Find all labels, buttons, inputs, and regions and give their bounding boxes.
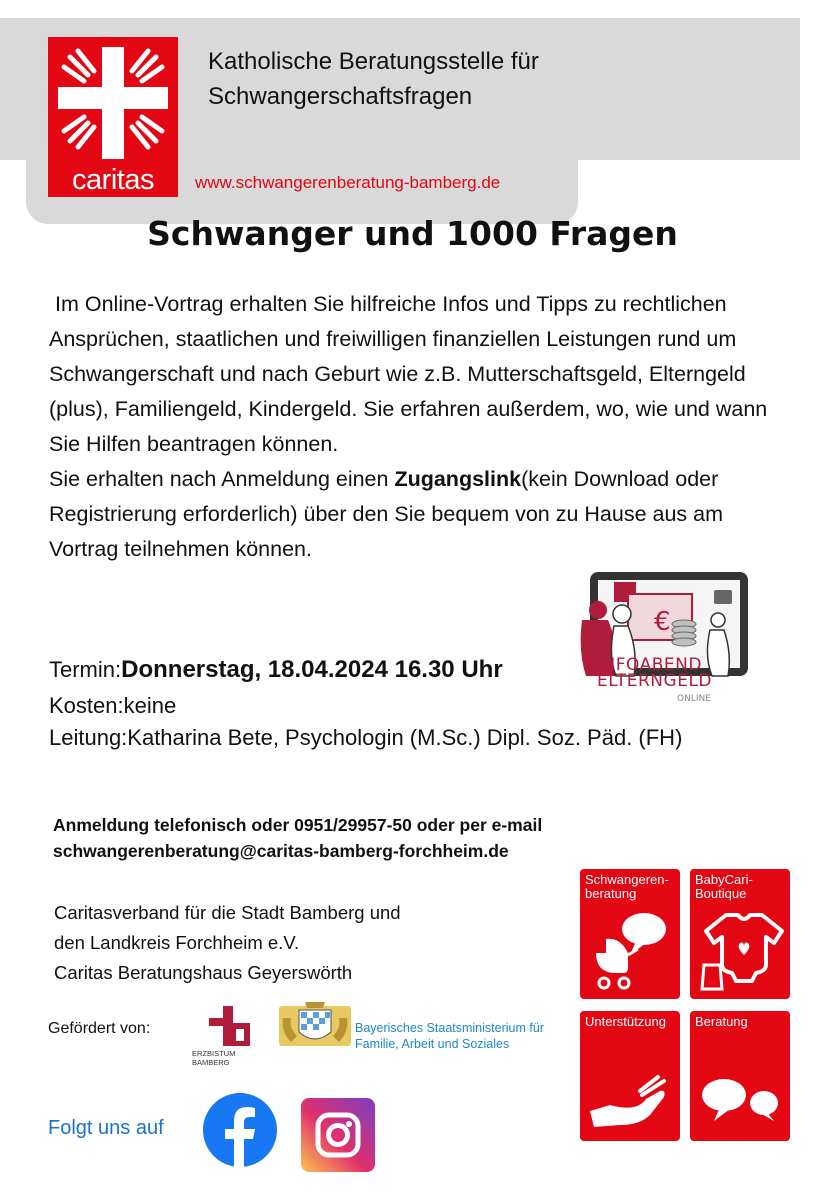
erzbistum-line2: BAMBERG bbox=[192, 1058, 230, 1067]
access-link-label: Zugangslink bbox=[394, 467, 522, 491]
website-link[interactable]: www.schwangerenberatung-bamberg.de bbox=[195, 173, 501, 192]
erzbistum-logo-icon bbox=[205, 1006, 251, 1046]
page-title: Schwanger und 1000 Fragen bbox=[147, 214, 678, 253]
org-title-line1: Katholische Beratungsstelle für bbox=[208, 48, 539, 75]
social-label: Folgt uns auf bbox=[48, 1117, 164, 1139]
address-line1: Caritasverband für die Stadt Bamberg und bbox=[54, 902, 401, 923]
tile-label bbox=[585, 873, 669, 901]
event-host: Leitung:Katharina Bete, Psychologin (M.Sc.) Dipl. Soz. Päd. (FH) bbox=[49, 725, 683, 750]
address-line2: den Landkreis Forchheim e.V. bbox=[54, 932, 300, 953]
description bbox=[49, 287, 789, 567]
ministry-line2: Familie, Arbeit und Soziales bbox=[355, 1037, 510, 1051]
infoabend-online: ONLINE bbox=[677, 694, 711, 704]
infoabend-line2: ELTERNGELD bbox=[597, 671, 713, 691]
ministry-name bbox=[355, 1020, 544, 1052]
termin-label: Termin: bbox=[49, 657, 122, 682]
tile-label-line2: Boutique bbox=[695, 886, 747, 901]
tile-unterstuetzung[interactable] bbox=[580, 1011, 680, 1141]
address-line3: Caritas Beratungshaus Geyerswörth bbox=[54, 962, 353, 983]
termin-value: Donnerstag, 18.04.2024 16.30 Uhr bbox=[121, 656, 503, 683]
caritas-logo bbox=[48, 37, 178, 197]
organization-title bbox=[208, 44, 539, 114]
tile-beratung[interactable] bbox=[690, 1011, 790, 1141]
registration-info bbox=[53, 812, 542, 864]
event-date bbox=[49, 656, 503, 684]
erzbistum-line1: ERZBISTUM bbox=[192, 1049, 236, 1058]
tile-label-line1: Beratung bbox=[695, 1014, 748, 1029]
hand-icon bbox=[580, 1011, 680, 1141]
infoabend-title bbox=[597, 657, 712, 689]
tile-label-line1: Schwangeren- bbox=[585, 872, 669, 887]
tile-label bbox=[585, 1015, 666, 1029]
euro-sign: € bbox=[654, 607, 671, 637]
caritas-wordmark: caritas bbox=[72, 164, 154, 196]
tile-label-line1: Unterstützung bbox=[585, 1014, 666, 1029]
event-cost: Kosten:keine bbox=[49, 693, 177, 718]
bavarian-coat-of-arms-icon bbox=[279, 1002, 351, 1048]
registration-email[interactable]: schwangerenberatung@caritas-bamberg-forchheim.de bbox=[53, 841, 509, 861]
sponsors-label: Gefördert von: bbox=[48, 1020, 151, 1037]
tile-schwangerenberatung[interactable] bbox=[580, 869, 680, 999]
instagram-icon[interactable] bbox=[301, 1098, 375, 1172]
ministry-line1: Bayerisches Staatsministerium für bbox=[355, 1021, 544, 1035]
organization-address bbox=[54, 898, 401, 988]
tile-label-line2: beratung bbox=[585, 886, 637, 901]
infoabend-line1: INFOABEND bbox=[597, 655, 702, 675]
facebook-icon[interactable] bbox=[203, 1093, 277, 1167]
intro-paragraph: Im Online-Vortrag erhalten Sie hilfreiche Infos und Tipps zu rechtlichen Ansprüchen, staatlichen und freiwilligen finanziellen Leistungen rund um Schwangerschaft und nach Geburt wie z.B. Mutterschaftsgeld, Elterngeld (plus), Familiengeld, Kindergeld. Sie erfahren außerdem, wo, wie und wann Sie Hilfen beantragen können. bbox=[49, 292, 768, 456]
tile-label-line1: BabyCari- bbox=[695, 872, 753, 887]
erzbistum-text bbox=[192, 1049, 235, 1067]
access-text-after: (kein Download oder Registrierung erforderlich) über den Sie bequem von zu Hause aus am Vortrag teilnehmen können. bbox=[49, 467, 724, 561]
org-title-line2: Schwangerschaftsfragen bbox=[208, 83, 473, 110]
tile-label bbox=[695, 1015, 748, 1029]
access-text-before: Sie erhalten nach Anmeldung einen bbox=[49, 467, 395, 491]
tile-label bbox=[695, 873, 753, 901]
speech-bubbles-icon bbox=[690, 1011, 790, 1141]
tile-babycari-boutique[interactable] bbox=[690, 869, 790, 999]
caritas-flame-cross-icon bbox=[48, 37, 178, 165]
registration-phone: Anmeldung telefonisch oder 0951/29957-50 oder per e-mail bbox=[53, 815, 543, 835]
